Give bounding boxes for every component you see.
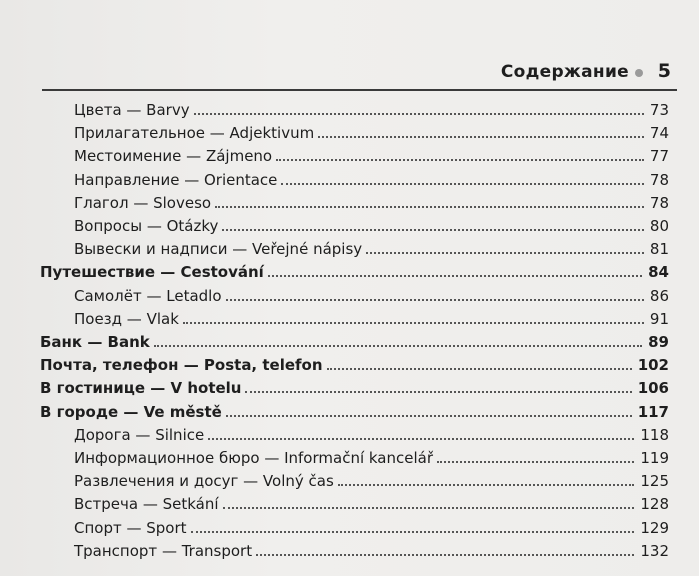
dot-leader [183,322,644,324]
toc-entry-title: Вопросы — Otázky [74,217,219,235]
dot-leader [191,531,635,533]
dot-leader [281,183,644,185]
dot-leader [154,345,642,347]
toc-entry-page: 91 [649,309,669,328]
toc-entry-title: Поезд — Vlak [74,309,179,328]
toc-entry-page: 81 [649,240,669,259]
dot-leader [318,136,644,138]
toc-entry-title: Прилагательное — Adjektivum [74,124,315,143]
toc-entry-page: 128 [640,495,669,514]
toc-entry-row [74,170,669,190]
toc-entry-row [74,471,669,491]
dot-leader [338,484,635,486]
toc-entry-page: 129 [640,518,669,537]
toc-entry-title: Глагол — Sloveso [74,193,212,212]
section-title: Содержание [500,62,629,82]
dot-leader [208,438,634,440]
toc-entry-row [74,193,669,213]
toc-entry-row [74,100,669,120]
dot-leader [194,113,644,115]
header-rule [42,89,677,91]
toc-entry-title: В гостинице — V hotelu [40,379,242,398]
toc-entry-title: Развлечения и досуг — Volný čas [74,472,334,491]
toc-entry-title: В городе — Ve městě [40,402,222,421]
toc-entry-page: 73 [649,101,669,119]
dot-leader [222,229,644,231]
toc-entry-page: 86 [649,286,669,305]
toc-entry-title: Путешествие — Cestování [40,263,264,282]
dot-leader [366,252,644,254]
dot-leader [437,461,634,463]
toc-chapter-row [40,262,669,282]
toc-entry-page: 74 [649,124,669,143]
dot-leader [256,554,634,556]
toc-entry-title: Транспорт — Transport [74,541,253,560]
dot-leader [276,159,644,161]
toc-entry-row [74,286,669,306]
toc-entry-page: 78 [649,170,669,189]
bullet-icon [635,69,643,77]
running-header [0,56,699,90]
toc-entry-page: 106 [637,379,669,398]
toc-entry-row [74,448,669,468]
toc-entry-title: Самолёт — Letadlo [74,286,222,305]
toc-entry-page: 119 [640,449,669,467]
toc-entry-page: 118 [640,425,669,444]
toc-entry-title: Направление — Orientace [74,170,278,189]
toc-chapter-row [40,355,669,375]
toc-entry-row [74,146,669,166]
toc-entry-title: Банк — Bank [40,333,150,351]
page-number: 5 [657,60,671,82]
toc-entry-page: 84 [648,263,669,282]
toc-entry-row [74,541,669,561]
toc-entry-row [74,216,669,236]
toc-chapter-row [40,402,669,422]
toc-entry-page: 132 [640,541,669,560]
dot-leader [226,415,632,417]
toc-entry-page: 89 [648,333,669,351]
toc-entry-title: Местоимение — Zájmeno [74,147,273,166]
toc-entry-page: 77 [649,147,669,166]
toc-entry-row [74,494,669,514]
dot-leader [327,368,632,370]
toc-entry-row [74,123,669,143]
toc-entry-title: Спорт — Sport [74,518,187,537]
toc-entry-title: Почта, телефон — Posta, telefon [40,356,323,375]
toc-entry-title: Информационное бюро — Informační kancelář [74,449,434,467]
toc-entry-page: 117 [637,402,669,421]
toc-entry-row [74,425,669,445]
toc-entry-row [74,239,669,259]
toc-chapter-row [40,378,669,398]
toc-entry-title: Встреча — Setkání [74,495,219,514]
dot-leader [226,299,644,301]
dot-leader [223,507,635,509]
toc-entry-page: 80 [649,217,669,235]
dot-leader [215,206,644,208]
toc-entry-page: 102 [637,356,669,375]
toc-entry-page: 78 [649,193,669,212]
dot-leader [245,391,631,393]
toc-entry-page: 125 [640,472,669,491]
toc-entry-title: Вывески и надписи — Veřejné nápisy [74,240,363,259]
toc-chapter-row [40,332,669,352]
toc-entry-row [74,309,669,329]
dot-leader [268,275,642,277]
toc-entry-title: Цвета — Barvy [74,101,190,119]
toc-entry-row [74,518,669,538]
toc-entry-title: Дорога — Silnice [74,425,205,444]
